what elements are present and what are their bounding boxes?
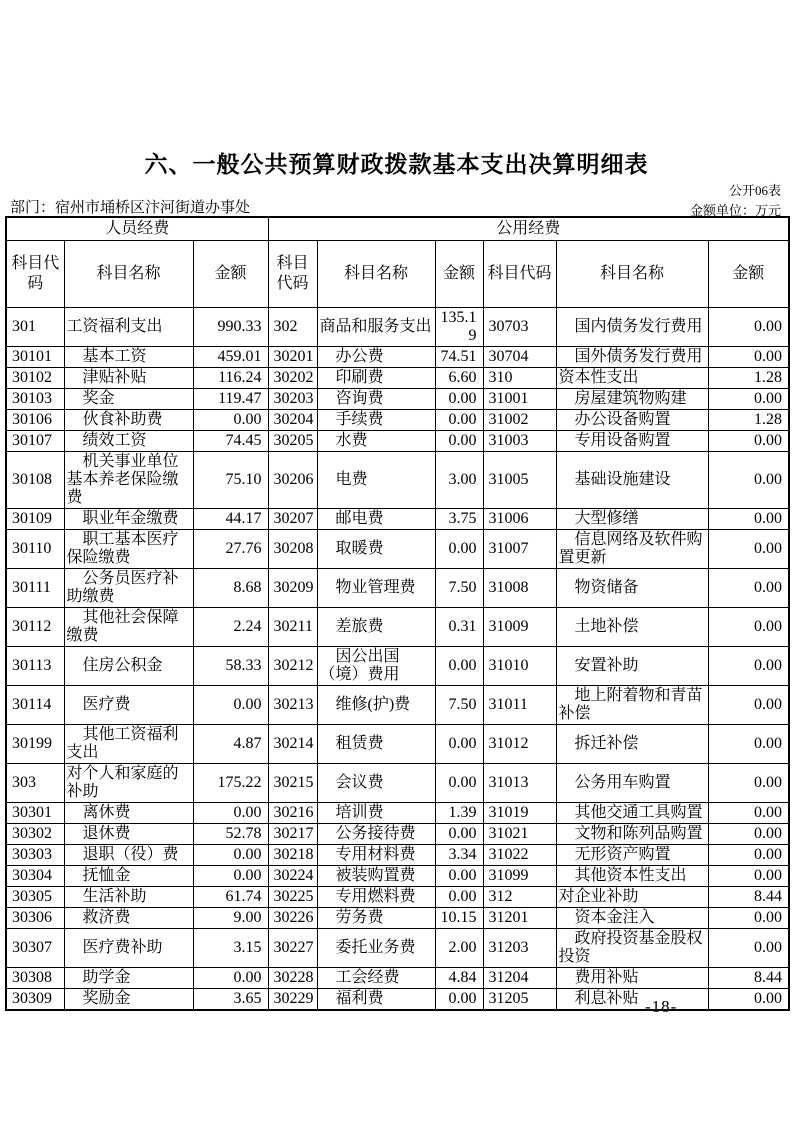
code-cell: 312 [483,887,556,908]
name-cell: 机关事业单位基本养老保险缴费 [64,452,193,509]
code-cell: 31005 [483,452,556,509]
name-cell: 专用设备购置 [556,431,708,452]
amount-cell: 990.33 [193,308,268,347]
amount-cell: 3.65 [193,989,268,1011]
code-cell: 30704 [483,347,556,368]
page-title: 六、一般公共预算财政拨款基本支出决算明细表 [144,151,649,177]
name-cell: 商品和服务支出 [317,308,435,347]
amount-cell: 9.00 [193,908,268,929]
code-cell: 30206 [268,452,317,509]
amount-cell: 7.50 [435,686,483,725]
code-cell: 30112 [6,608,64,647]
code-cell: 30703 [483,308,556,347]
amount-cell: 3.75 [435,509,483,530]
amount-cell: 8.44 [708,887,789,908]
amount-cell: 0.00 [435,824,483,845]
amount-cell: 0.00 [708,764,789,803]
amount-cell: 4.84 [435,968,483,989]
amount-cell: 2.24 [193,608,268,647]
amount-cell: 0.00 [708,569,789,608]
name-cell: 资本性支出 [556,368,708,389]
code-cell: 30304 [6,866,64,887]
name-cell: 办公设备购置 [556,410,708,431]
amount-cell: 10.15 [435,908,483,929]
code-cell: 30114 [6,686,64,725]
amount-cell: 459.01 [193,347,268,368]
amount-cell: 2.00 [435,929,483,968]
name-cell: 住房公积金 [64,647,193,686]
amount-cell: 4.87 [193,725,268,764]
name-cell: 伙食补助费 [64,410,193,431]
name-cell: 国内债务发行费用 [556,308,708,347]
name-cell: 电费 [317,452,435,509]
table-row [6,569,789,608]
name-cell: 奖金 [64,389,193,410]
code-cell: 31201 [483,908,556,929]
name-cell: 资本金注入 [556,908,708,929]
col-header-name: 科目名称 [317,241,435,308]
code-cell: 30209 [268,569,317,608]
amount-cell: 1.28 [708,368,789,389]
name-cell: 医疗费补助 [64,929,193,968]
name-cell: 无形资产购置 [556,845,708,866]
amount-cell: 0.00 [708,845,789,866]
amount-cell: 0.00 [708,647,789,686]
code-cell: 30224 [268,866,317,887]
table-row [6,368,789,389]
col-header-amount: 金额 [708,241,789,308]
name-cell: 文物和陈列品购置 [556,824,708,845]
name-cell: 生活补助 [64,887,193,908]
name-cell: 劳务费 [317,908,435,929]
code-cell: 30113 [6,647,64,686]
name-cell: 医疗费 [64,686,193,725]
code-cell: 31021 [483,824,556,845]
code-cell: 30199 [6,725,64,764]
table-row [6,389,789,410]
code-cell: 30228 [268,968,317,989]
code-cell: 302 [268,308,317,347]
name-cell: 基本工资 [64,347,193,368]
code-cell: 31007 [483,530,556,569]
amount-cell: 0.00 [708,866,789,887]
amount-cell: 0.00 [708,530,789,569]
name-cell: 被装购置费 [317,866,435,887]
name-cell: 奖励金 [64,989,193,1011]
code-cell: 30110 [6,530,64,569]
code-cell: 30303 [6,845,64,866]
name-cell: 工资福利支出 [64,308,193,347]
name-cell: 专用材料费 [317,845,435,866]
code-cell: 30103 [6,389,64,410]
group-header-row [6,217,789,241]
code-cell: 30217 [268,824,317,845]
code-cell: 30225 [268,887,317,908]
budget-detail-table [5,216,790,1011]
name-cell: 培训费 [317,803,435,824]
col-header-code: 科目代码 [6,241,64,308]
code-cell: 30208 [268,530,317,569]
code-cell: 30218 [268,845,317,866]
amount-cell: 0.00 [193,845,268,866]
code-cell: 31099 [483,866,556,887]
amount-cell: 61.74 [193,887,268,908]
col-header-name: 科目名称 [556,241,708,308]
amount-cell: 0.00 [193,686,268,725]
name-cell: 地上附着物和青苗补偿 [556,686,708,725]
table-row [6,647,789,686]
code-cell: 30108 [6,452,64,509]
amount-cell: 27.76 [193,530,268,569]
name-cell: 基础设施建设 [556,452,708,509]
code-cell: 31010 [483,647,556,686]
amount-cell: 0.00 [708,347,789,368]
table-row [6,803,789,824]
code-cell: 31022 [483,845,556,866]
code-cell: 30107 [6,431,64,452]
table-row [6,908,789,929]
table-row [6,509,789,530]
code-cell: 30226 [268,908,317,929]
amount-cell: 0.00 [708,803,789,824]
name-cell: 拆迁补偿 [556,725,708,764]
name-cell: 公务接待费 [317,824,435,845]
code-cell: 30212 [268,647,317,686]
amount-cell: 0.00 [435,389,483,410]
amount-cell: 3.15 [193,929,268,968]
code-cell: 30308 [6,968,64,989]
name-cell: 信息网络及软件购置更新 [556,530,708,569]
code-cell: 30309 [6,989,64,1011]
amount-cell: 0.00 [708,608,789,647]
table-row [6,866,789,887]
name-cell: 职工基本医疗保险缴费 [64,530,193,569]
amount-cell: 6.60 [435,368,483,389]
name-cell: 大型修缮 [556,509,708,530]
code-cell: 30301 [6,803,64,824]
amount-cell: 0.00 [193,803,268,824]
amount-cell: 3.00 [435,452,483,509]
form-number-label: 公开06表 [728,183,781,198]
amount-unit-label: 金额单位：万元 [689,203,781,218]
name-cell: 其他交通工具购置 [556,803,708,824]
amount-cell: 3.34 [435,845,483,866]
code-cell: 30302 [6,824,64,845]
name-cell: 离休费 [64,803,193,824]
amount-cell: 0.00 [193,968,268,989]
amount-cell: 0.00 [708,686,789,725]
name-cell: 对企业补助 [556,887,708,908]
code-cell: 30305 [6,887,64,908]
name-cell: 房屋建筑物购建 [556,389,708,410]
amount-cell: 0.00 [435,410,483,431]
name-cell: 差旅费 [317,608,435,647]
name-cell: 土地补偿 [556,608,708,647]
name-cell: 绩效工资 [64,431,193,452]
amount-cell: 0.00 [708,389,789,410]
code-cell: 31001 [483,389,556,410]
col-header-code: 科目代码 [483,241,556,308]
name-cell: 救济费 [64,908,193,929]
name-cell: 利息补贴 [556,989,708,1011]
code-cell: 30106 [6,410,64,431]
table-row [6,725,789,764]
code-cell: 31019 [483,803,556,824]
name-cell: 安置补助 [556,647,708,686]
amount-cell: 0.00 [193,410,268,431]
table-row [6,686,789,725]
name-cell: 物资储备 [556,569,708,608]
code-cell: 30102 [6,368,64,389]
code-cell: 30227 [268,929,317,968]
amount-cell: 58.33 [193,647,268,686]
code-cell: 30204 [268,410,317,431]
table-body [6,308,789,1011]
amount-cell: 0.00 [435,647,483,686]
code-cell: 30214 [268,725,317,764]
name-cell: 委托业务费 [317,929,435,968]
code-cell: 310 [483,368,556,389]
department-label: 部门：宿州市埇桥区汴河街道办事处 [10,200,251,216]
table-row [6,431,789,452]
name-cell: 其他工资福利支出 [64,725,193,764]
group-header-public: 公用经费 [268,217,789,241]
name-cell: 对个人和家庭的补助 [64,764,193,803]
amount-cell: 74.45 [193,431,268,452]
col-header-amount: 金额 [193,241,268,308]
col-header-name: 科目名称 [64,241,193,308]
code-cell: 31002 [483,410,556,431]
code-cell: 31003 [483,431,556,452]
name-cell: 福利费 [317,989,435,1011]
amount-cell: 7.50 [435,569,483,608]
code-cell: 30213 [268,686,317,725]
group-header-personnel: 人员经费 [6,217,268,241]
col-header-amount: 金额 [435,241,483,308]
table-row [6,608,789,647]
amount-cell: 1.28 [708,410,789,431]
amount-cell: 0.00 [708,308,789,347]
name-cell: 职业年金缴费 [64,509,193,530]
code-cell: 30307 [6,929,64,968]
code-cell: 30216 [268,803,317,824]
name-cell: 因公出国（境）费用 [317,647,435,686]
page-number: -18- [645,997,678,1016]
name-cell: 印刷费 [317,368,435,389]
table-row [6,410,789,431]
name-cell: 抚恤金 [64,866,193,887]
code-cell: 31013 [483,764,556,803]
name-cell: 邮电费 [317,509,435,530]
amount-cell: 75.10 [193,452,268,509]
name-cell: 租赁费 [317,725,435,764]
amount-cell: 116.24 [193,368,268,389]
amount-cell: 0.00 [435,530,483,569]
amount-cell: 0.00 [708,929,789,968]
amount-cell: 74.51 [435,347,483,368]
amount-cell: 0.00 [708,452,789,509]
code-cell: 30229 [268,989,317,1011]
name-cell: 国外债务发行费用 [556,347,708,368]
table-row [6,308,789,347]
amount-cell: 0.00 [708,431,789,452]
code-cell: 30201 [268,347,317,368]
code-cell: 31006 [483,509,556,530]
amount-cell: 0.00 [435,764,483,803]
col-header-code: 科目代码 [268,241,317,308]
code-cell: 31205 [483,989,556,1011]
code-cell: 30101 [6,347,64,368]
name-cell: 维修(护)费 [317,686,435,725]
column-header-row [6,241,789,308]
amount-cell: 1.39 [435,803,483,824]
code-cell: 30306 [6,908,64,929]
table-row [6,530,789,569]
name-cell: 助学金 [64,968,193,989]
name-cell: 退休费 [64,824,193,845]
table-row [6,347,789,368]
name-cell: 其他社会保障缴费 [64,608,193,647]
amount-cell: 8.68 [193,569,268,608]
code-cell: 30207 [268,509,317,530]
name-cell: 其他资本性支出 [556,866,708,887]
code-cell: 31011 [483,686,556,725]
code-cell: 30215 [268,764,317,803]
code-cell: 30202 [268,368,317,389]
name-cell: 公务用车购置 [556,764,708,803]
table-row [6,968,789,989]
amount-cell: 0.00 [435,866,483,887]
name-cell: 公务员医疗补助缴费 [64,569,193,608]
table-row [6,845,789,866]
name-cell: 物业管理费 [317,569,435,608]
amount-cell: 0.00 [708,725,789,764]
code-cell: 30109 [6,509,64,530]
code-cell: 30205 [268,431,317,452]
name-cell: 办公费 [317,347,435,368]
name-cell: 咨询费 [317,389,435,410]
amount-cell: 0.00 [435,725,483,764]
table-row [6,929,789,968]
table-row [6,887,789,908]
amount-cell: 0.31 [435,608,483,647]
code-cell: 31009 [483,608,556,647]
amount-cell: 8.44 [708,968,789,989]
amount-cell: 135.19 [435,308,483,347]
code-cell: 31008 [483,569,556,608]
name-cell: 工会经费 [317,968,435,989]
amount-cell: 0.00 [708,824,789,845]
name-cell: 政府投资基金股权投资 [556,929,708,968]
code-cell: 30111 [6,569,64,608]
name-cell: 退职（役）费 [64,845,193,866]
amount-cell: 44.17 [193,509,268,530]
amount-cell: 0.00 [435,431,483,452]
code-cell: 31012 [483,725,556,764]
amount-cell: 0.00 [708,908,789,929]
code-cell: 31203 [483,929,556,968]
amount-cell: 0.00 [708,509,789,530]
table-row [6,452,789,509]
amount-cell: 0.00 [435,887,483,908]
code-cell: 303 [6,764,64,803]
code-cell: 30203 [268,389,317,410]
name-cell: 费用补贴 [556,968,708,989]
code-cell: 30211 [268,608,317,647]
name-cell: 取暖费 [317,530,435,569]
table-row [6,824,789,845]
code-cell: 31204 [483,968,556,989]
amount-cell: 0.00 [435,989,483,1011]
amount-cell: 0.00 [708,989,789,1011]
name-cell: 水费 [317,431,435,452]
code-cell: 301 [6,308,64,347]
table-row [6,764,789,803]
name-cell: 手续费 [317,410,435,431]
amount-cell: 52.78 [193,824,268,845]
amount-cell: 0.00 [193,866,268,887]
name-cell: 会议费 [317,764,435,803]
amount-cell: 119.47 [193,389,268,410]
amount-cell: 175.22 [193,764,268,803]
name-cell: 津贴补贴 [64,368,193,389]
name-cell: 专用燃料费 [317,887,435,908]
